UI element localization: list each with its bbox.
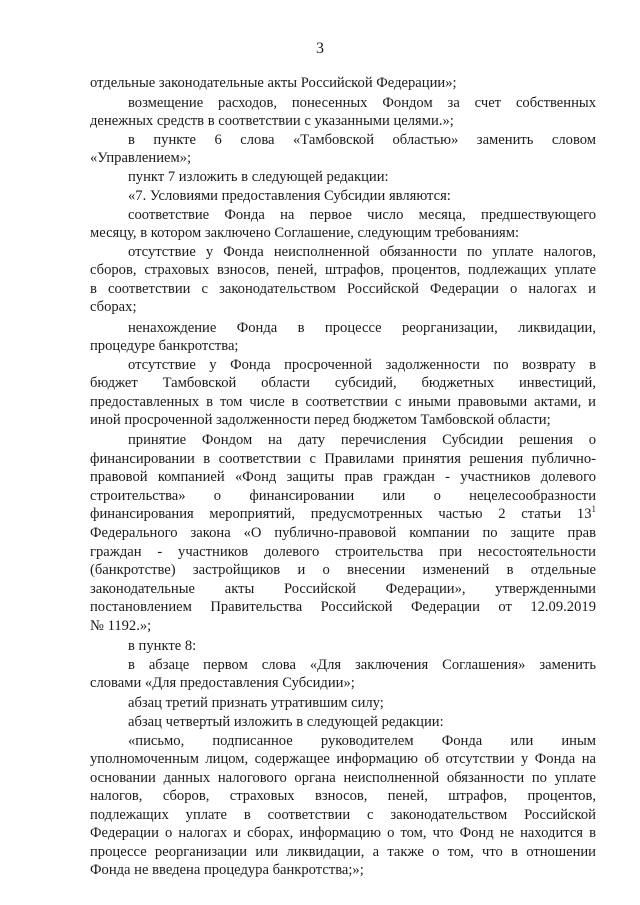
text-line: Федерального закона «О публично-правовой компании по защите прав bbox=[90, 525, 596, 541]
text-line: Фонда не введена процедура банкротства;»; bbox=[90, 862, 364, 878]
text-line: финансировании в соответствии с Правилами принятия решения публично- bbox=[90, 451, 596, 467]
text-line: «7. Условиями предоставления Субсидии являются: bbox=[128, 188, 451, 204]
text-line: иной просроченной задолженности перед бюджетом Тамбовской области; bbox=[90, 412, 551, 428]
text-line: отсутствие у Фонда неисполненной обязанности по уплате налогов, bbox=[128, 244, 596, 260]
text-line: словами «Для предоставления Субсидии»; bbox=[90, 675, 355, 691]
text-line-with-superscript bbox=[90, 505, 596, 523]
text-line: отдельные законодательные акты Российской Федерации»; bbox=[90, 75, 457, 91]
text-line: предоставленных в том числе в соответствии с иными правовыми актами, и bbox=[90, 394, 596, 410]
text-line-content: финансирования мероприятий, предусмотренных частью 2 статьи 13 bbox=[90, 506, 592, 522]
text-line: в пункте 6 слова «Тамбовской областью» заменить словом bbox=[128, 132, 596, 148]
text-line: основании данных налогового органа неисполненной обязанности по уплате bbox=[90, 770, 596, 786]
text-line: бюджет Тамбовской области субсидий, бюджетных инвестиций, bbox=[90, 375, 596, 391]
text-line: строительства» о финансировании или о нецелесообразности bbox=[90, 488, 596, 504]
text-line: ненахождение Фонда в процессе реорганизации, ликвидации, bbox=[128, 320, 596, 336]
text-line: абзац третий признать утратившим силу; bbox=[128, 695, 384, 711]
text-line: сборов, страховых взносов, пеней, штрафов, процентов, подлежащих уплате bbox=[90, 262, 596, 278]
text-line: сборах; bbox=[90, 299, 137, 315]
text-line: абзац четвертый изложить в следующей редакции: bbox=[128, 714, 444, 730]
text-line: денежных средств в соответствии с указанными целями.»; bbox=[90, 113, 454, 129]
text-line: подлежащих уплате в соответствии с законодательством Российской bbox=[90, 807, 596, 823]
text-line: граждан - участников долевого строительства при несостоятельности bbox=[90, 544, 596, 560]
text-line: «письмо, подписанное руководителем Фонда или иным bbox=[128, 733, 596, 749]
text-line: отсутствие у Фонда просроченной задолженности по возврату в bbox=[128, 357, 596, 373]
text-line: правовой компанией «Фонд защиты прав граждан - участников долевого bbox=[90, 469, 596, 485]
text-line: процессе реорганизации или ликвидации, а также о том, что в отношении bbox=[90, 844, 596, 860]
text-line: процедуре банкротства; bbox=[90, 338, 239, 354]
text-line: принятие Фондом на дату перечисления Субсидии решения о bbox=[128, 432, 596, 448]
text-line: пункт 7 изложить в следующей редакции: bbox=[128, 169, 389, 185]
text-line: Федерации о налогах и сборах, информацию о том, что Фонд не находится в bbox=[90, 825, 596, 841]
text-line: «Управлением»; bbox=[90, 150, 192, 166]
text-line: в соответствии с законодательством Российской Федерации о налогах и bbox=[90, 281, 596, 297]
superscript: 1 bbox=[591, 504, 596, 514]
text-line: законодательные акты Российской Федерации», утвержденными bbox=[90, 581, 596, 597]
text-line: соответствие Фонда на первое число месяца, предшествующего bbox=[128, 207, 596, 223]
text-line: постановлением Правительства Российской Федерации от 12.09.2019 bbox=[90, 599, 596, 615]
text-line: (банкротстве) застройщиков и о внесении изменений в отдельные bbox=[90, 562, 596, 578]
text-line: налогов, сборов, страховых взносов, пеней, штрафов, процентов, bbox=[90, 788, 596, 804]
text-line: в пункте 8: bbox=[128, 638, 197, 654]
text-line: № 1192.»; bbox=[90, 618, 152, 634]
text-line: в абзаце первом слова «Для заключения Соглашения» заменить bbox=[128, 657, 596, 673]
page-number: 3 bbox=[316, 40, 324, 57]
text-line: уполномоченным лицом, содержащее информацию об отсутствии у Фонда на bbox=[90, 751, 596, 767]
text-line: месяцу, в котором заключено Соглашение, следующим требованиям: bbox=[90, 225, 520, 241]
text-line: возмещение расходов, понесенных Фондом за счет собственных bbox=[128, 95, 596, 111]
